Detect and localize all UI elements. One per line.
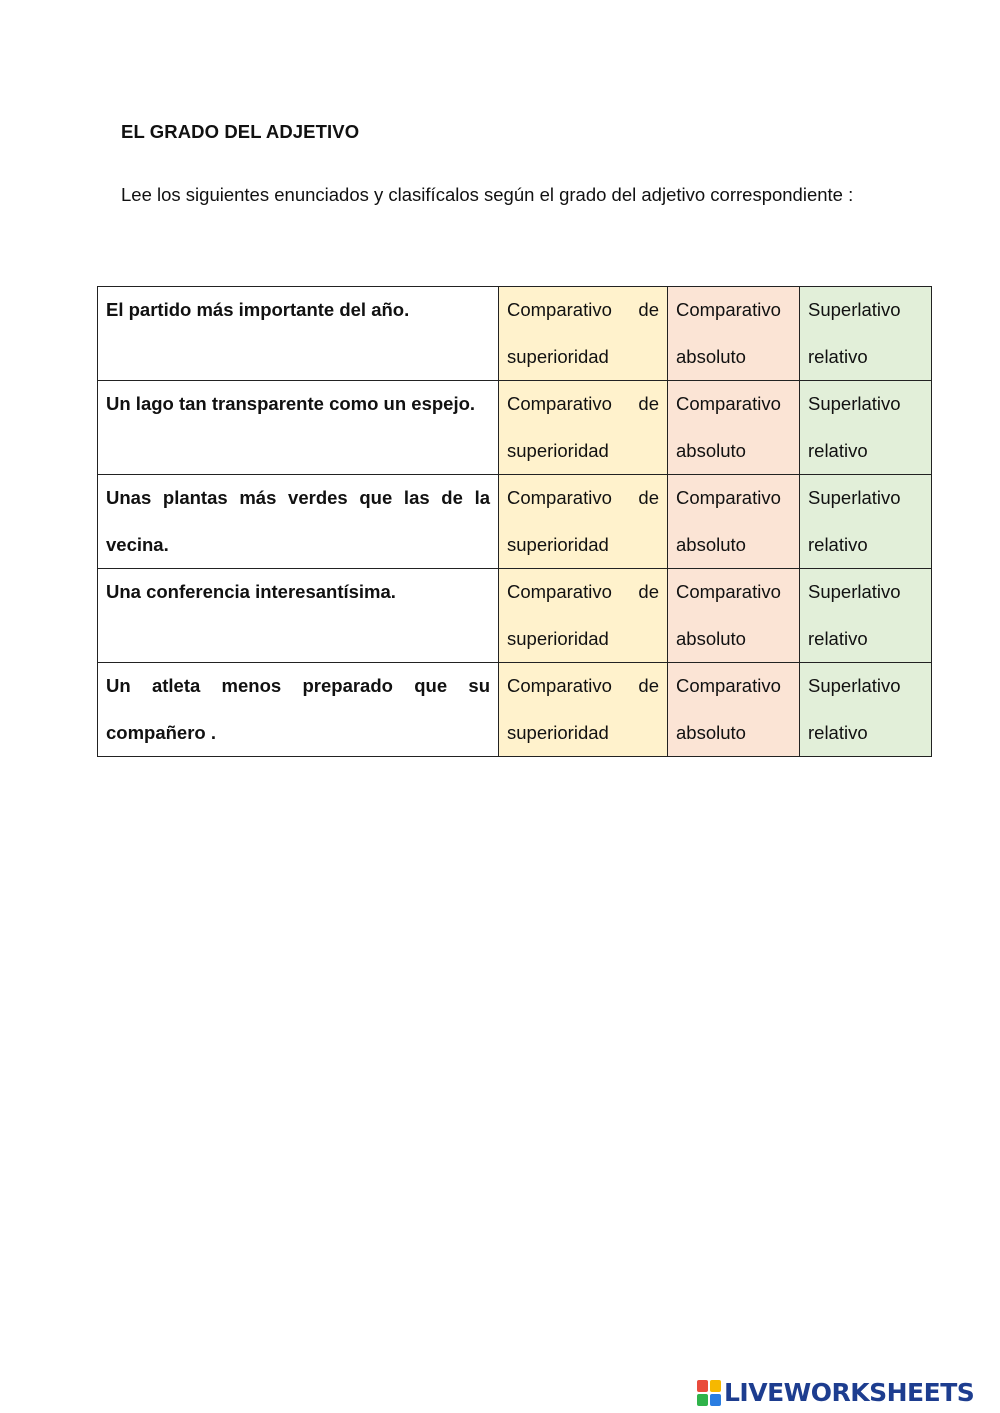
option-comparativo-superioridad[interactable]: Comparativo de superioridad [499,381,668,475]
option-comparativo-absoluto[interactable]: Comparativo absoluto [668,663,800,757]
logo-square-4 [710,1394,721,1406]
liveworksheets-logo-icon [697,1380,721,1406]
table-row [98,287,932,381]
option-superlativo-relativo[interactable]: Superlativo relativo [800,287,932,381]
liveworksheets-logo [697,1378,974,1408]
option-comparativo-absoluto[interactable]: Comparativo absoluto [668,569,800,663]
sentence-cell: Un atleta menos preparado que su compañero . [98,663,499,757]
logo-square-2 [710,1380,721,1392]
option-superlativo-relativo[interactable]: Superlativo relativo [800,381,932,475]
table-row [98,569,932,663]
page-title: EL GRADO DEL ADJETIVO [121,121,360,142]
option-comparativo-superioridad[interactable]: Comparativo de superioridad [499,475,668,569]
table-row [98,381,932,475]
option-superlativo-relativo[interactable]: Superlativo relativo [800,663,932,757]
table-row [98,663,932,757]
option-superlativo-relativo[interactable]: Superlativo relativo [800,475,932,569]
logo-square-1 [697,1380,708,1392]
option-comparativo-absoluto[interactable]: Comparativo absoluto [668,381,800,475]
option-comparativo-absoluto[interactable]: Comparativo absoluto [668,287,800,381]
option-comparativo-superioridad[interactable]: Comparativo de superioridad [499,287,668,381]
option-superlativo-relativo[interactable]: Superlativo relativo [800,569,932,663]
sentence-cell: El partido más importante del año. [98,287,499,381]
sentence-cell: Unas plantas más verdes que las de la vecina. [98,475,499,569]
option-comparativo-superioridad[interactable]: Comparativo de superioridad [499,569,668,663]
option-comparativo-absoluto[interactable]: Comparativo absoluto [668,475,800,569]
logo-square-3 [697,1394,708,1406]
table-row [98,475,932,569]
sentence-cell: Un lago tan transparente como un espejo. [98,381,499,475]
logo-text: LIVEWORKSHEETS [724,1378,975,1407]
option-comparativo-superioridad[interactable]: Comparativo de superioridad [499,663,668,757]
instructions-text: Lee los siguientes enunciados y clasifícalos según el grado del adjetivo correspondiente : [121,184,854,205]
sentence-cell: Una conferencia interesantísima. [98,569,499,663]
classification-table [97,286,932,757]
